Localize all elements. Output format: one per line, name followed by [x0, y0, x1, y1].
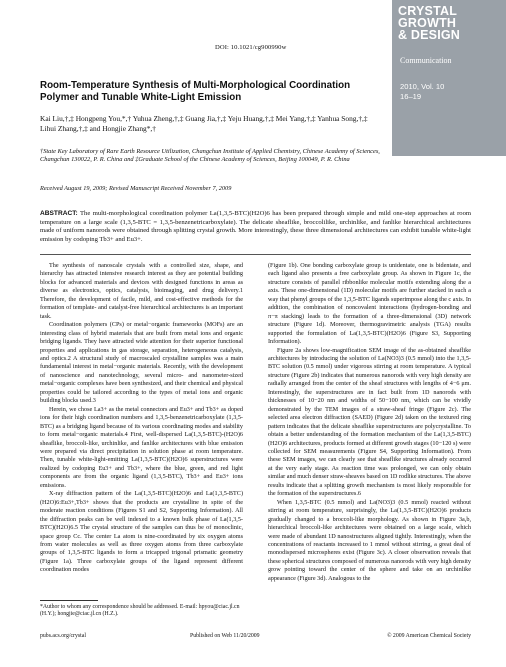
- body-paragraph: Herein, we chose La3+ as the metal connectors and Eu3+ and Tb3+ as doped ions for their high coordination numbers and 1,3,5-benzenetricarboxylate (1,3,5-BTC) as a bridging ligand because of its various coordinating modes and stability to form metal−organic materials.4 First, well-dispersed La(1,3,5-BTC)-(H2O)6 sheaflike, broccoli-like, urchinlike, and fanlike architectures with blue emission were prepared via direct precipitation in solution phase at room temperature. Then, tunable white-light-emitting La(1,3,5-BTC)(H2O)6 superstructures were realized by codoping Eu3+ and Tb3+, where the blue, green, and red light components are from the organic ligand (1,3,5-BTC), Tb3+ and Eu3+ ions emissions.: [40, 405, 243, 489]
- journal-banner: [392, 0, 506, 156]
- page-range: 16–19: [400, 92, 422, 101]
- right-column: [268, 262, 471, 583]
- journal-title-line: CRYSTAL: [398, 4, 458, 18]
- year-volume: 2010, Vol. 10: [400, 82, 445, 91]
- left-column: [40, 262, 243, 575]
- journal-title: [398, 5, 502, 41]
- journal-title-line: & DESIGN: [398, 28, 461, 42]
- journal-meta: [400, 82, 444, 102]
- author-list: Kai Liu,†,‡ Hongpeng You,*,† Yuhua Zheng,†,‡ Guang Jia,†,‡ Yeju Huang,†,‡ Mei Yang,†,‡ Yanhua Song,†,‡ Lihui Zhang,†,‡ and Hongjie Zhang*,†: [40, 114, 368, 133]
- abstract-text: The multi-morphological coordination polymer La(1,3,5-BTC)(H2O)6 has been prepared through simple and mild one-step approaches at room temperature on a large scale (1,3,5-BTC = 1,3,5-benzenetricarboxylate). The delicate sheaflike, broccolilike, urchinlike, and fanlike hierarchical architectures made of uniform nanorods were obtained through splitting crystal growth. More interestingly, these three dimensional architectures can exhibit tunable white-light emission by codoping Tb3+ and Eu3+.: [40, 210, 471, 243]
- body-paragraph: The synthesis of nanoscale crystals with a controlled size, shape, and hierarchy has attracted intensive research interest as they are potential building blocks for advanced materials and devices with designed functions in areas as diverse as electronics, optics, catalysis, bioimaging, and drug delivery.1 Therefore, the development of facile, mild, and cost-effective methods for the formation of template- and catalyst-free hierarchical architectures is an important task.: [40, 262, 243, 320]
- journal-url: pubs.acs.org/crystal: [40, 633, 86, 639]
- footnote: *Author to whom any correspondence should be addressed. E-mail: hpyou@ciac.jl.cn (H.Y.); hongjie@ciac.jl.cn (H.Z.).: [40, 604, 240, 618]
- article-title: Room-Temperature Synthesis of Multi-Morphological Coordination Polymer and Tunable White-Light Emission: [40, 80, 351, 103]
- body-paragraph: X-ray diffraction pattern of the La(1,3,5-BTC)(H2O)6 and La(1,3,5-BTC)(H2O)6:Eu3+,Tb3+ shows that the products are crystalline in spite of the moderate reaction conditions (Figures S1 and S2, Supporting Information). All the diffraction peaks can be well indexed to a known bulk phase of La(1,3,5-BTC)(H2O)6.5 The crystal structure of the samples can thus be of monoclinic, space group Cc. The center La atom is nine-coordinated by six oxygen atoms from water molecules as well as three oxygen atoms from three carboxylate groups of 1,3,5-BTC ligands to form a tricapped trigonal prismatic geometry (Figure 1a). Three carboxylate groups of the ligand represent different coordination modes: [40, 490, 243, 574]
- received-dates: Received August 19, 2009; Revised Manuscript Received November 7, 2009: [40, 185, 232, 192]
- abstract-label: ABSTRACT:: [40, 210, 78, 217]
- doi-line: DOI: 10.1021/cg900990w: [215, 44, 287, 51]
- publication-date: Published on Web 11/20/2009: [190, 633, 260, 639]
- body-paragraph: (Figure 1b). One bonding carboxylate group is unidentate, one is bidentate, and each ligand also presents a free carboxylate group. As shown in Figure 1c, the structure consists of parallel ribbonlike molecular motifs extending along the a axis. These one-dimensional (1D) molecular motifs are further stacked in such a way that phenyl groups of the 1,3,5-BTC ligands superimpose along the c axis. In addition, the combination of noncovalent interactions (hydrogen-bonding and π−π stacking) leads to the formation of a three-dimensional (3D) network structure (Figure 1d). Moreover, thermogravimetric analysis (TGA) results supported the formulation of La(1,3,5-BTC)(H2O)6 (Figure S3, Supporting Information).: [268, 262, 471, 346]
- body-paragraph: Coordination polymers (CPs) or metal−organic frameworks (MOFs) are an interesting class of hybrid materials that are built from metal ions and organic bridging ligands. They have attracted wide attention for their superior functional properties and applications in gas storage, separation, heterogeneous catalysis, and optics.2 A structural study of macroscaled crystalline samples was a main fundamental interest in metal−organic materials. Recently, with the development of nanoscience and nanotechnology, several micro- and nanometer-sized metal−organic complexes have been synthesized, and their chemical and physical properties could be tailored according to the types of metal ions and organic building blocks used.3: [40, 321, 243, 405]
- abstract-divider: [40, 254, 471, 255]
- footnote-divider: [40, 600, 98, 601]
- journal-title-line: GROWTH: [398, 16, 457, 30]
- affiliation: †State Key Laboratory of Rare Earth Resource Utilization, Changchun Institute of Applied Chemistry, Chinese Academy of Sciences, Changchun 130022, P. R. China and ‡Graduate School of the Chinese Academy of Sciences, Beijing 100049, P. R. China: [40, 148, 380, 164]
- copyright: © 2009 American Chemical Society: [387, 633, 471, 639]
- journal-subtitle: Communication: [400, 56, 452, 65]
- body-paragraph: Figure 2a shows low-magnification SEM image of the as-obtained sheaflike architectures by introducing the solution of La(NO3)3 (0.5 mmol) into the 1,3,5-BTC solution (0.5 mmol) under vigorous stirring at room temperature. A typical structure (Figure 2b) indicates that numerous nanorods with very high density are radially arranged from the center of the sheaf structures with lengths of 4−6 μm. Interestingly, the superstructures are in fact built from 1D nanorods with thicknesses of 10−20 nm and widths of 50−100 nm, which can be vividly demonstrated by the TEM images of a straw-sheaf fringe (Figure 2c). The selected area electron diffraction (SAED) (Figure 2d) taken on the textured ring pattern indicates that the delicate sheaflike superstructures are polycrystalline. To obtain a better understanding of the formation mechanism of the La(1,3,5-BTC)(H2O)6 architectures, products formed at different growth stages (10−120 s) were collected for SEM measurements (Figure S4, Supporting Information). From these SEM images, we can clearly see that sheaflike structures already occurred at the very early stage. As reaction time was prolonged, we can only obtain similar and much denser straw-sheaves based on 1D rodlike structures. The above results indicate that a splitting growth mechanism is most likely responsible for the formation of the superstructures.6: [268, 346, 471, 498]
- abstract: [40, 210, 471, 244]
- body-paragraph: When 1,3,5-BTC (0.5 mmol) and La(NO3)3 (0.5 mmol) reacted without stirring at room temperature, surprisingly, the La(1,3,5-BTC)(H2O)6 products gradually changed to a broccoli-like morphology. As shown in Figure 3a,b, hierarchical broccoli-like architectures were obtained on a large scale, which were made of abundant 1D nanostructures aligned tightly. Interestingly, when the concentrations of reactants increased to 1 mmol without stirring, a great deal of monodispersed microspheres exist (Figure 3c). A closer observation reveals that these spherical structures composed of numerous nanorods with very high density grow pointing toward the center of the sphere and take on an urchinlike appearance (Figure 3d). Analogous to the: [268, 498, 471, 582]
